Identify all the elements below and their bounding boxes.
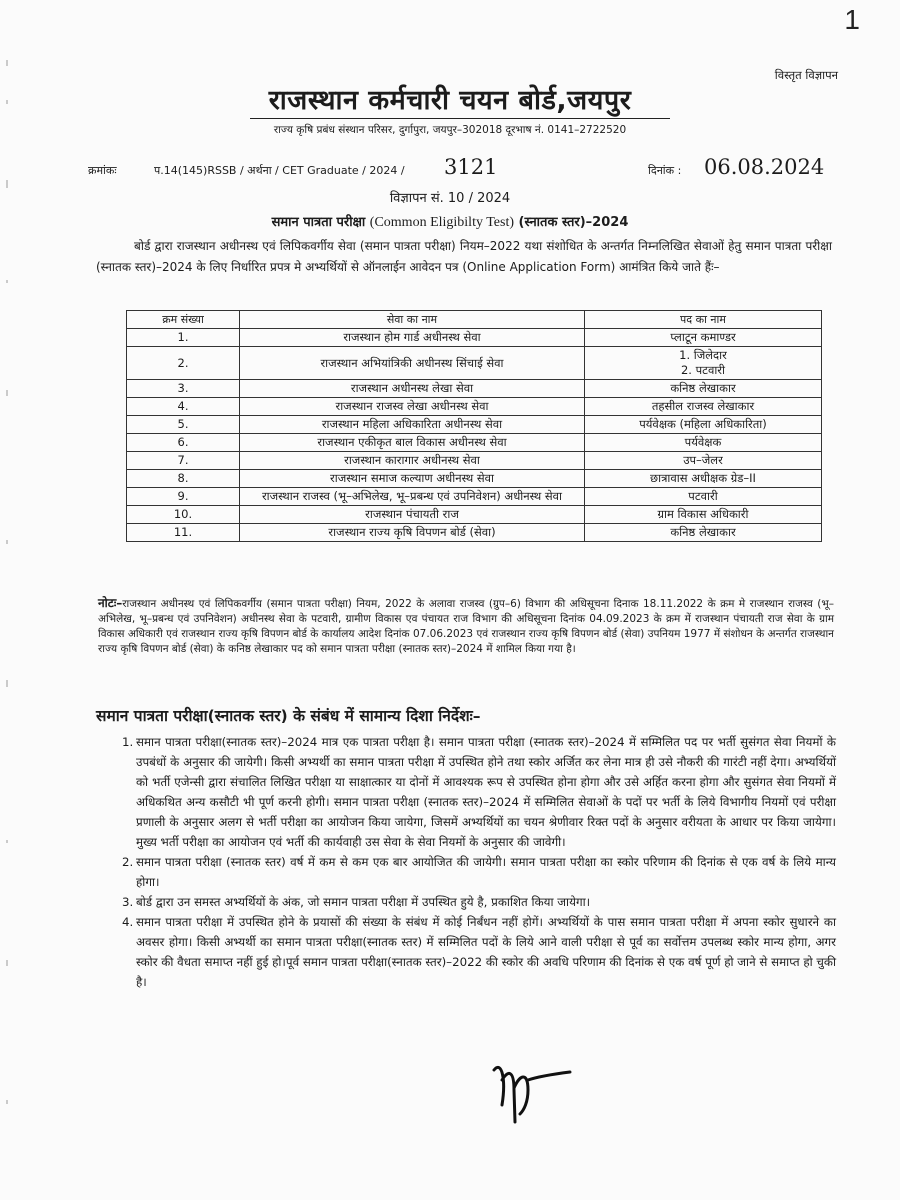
table-row: [127, 398, 822, 416]
cell-service: राजस्थान एकीकृत बाल विकास अधीनस्थ सेवा: [240, 434, 585, 452]
table-row: [127, 452, 822, 470]
table-row: [127, 434, 822, 452]
guidelines-heading: समान पात्रता परीक्षा(स्नातक स्तर) के संबंध में सामान्य दिशा निर्देशः–: [96, 707, 481, 725]
advertisement-number: विज्ञापन सं. 10 / 2024: [389, 191, 511, 206]
board-title: राजस्थान कर्मचारी चयन बोर्ड,जयपुर: [268, 85, 632, 116]
guideline-item: [122, 852, 836, 892]
cell-serial: 7.: [127, 452, 240, 470]
guideline-text: समान पात्रता परीक्षा(स्नातक स्तर)–2024 मात्र एक पात्रता परीक्षा है। समान पात्रता परीक्षा (स्नातक स्तर)–2024 में सम्मिलित पद पर भर्ती सुसंगत सेवा नियमों के उपबंधों के अनुसार की जायेगी। किसी अभ्यर्थी का समान पात्रता परीक्षा में उपस्थित होने तथा स्कोर अर्जित कर लेना मात्र ही उसे नौकरी की गारंटी नहीं देगा। अभ्यर्थियों को भर्ती एजेन्सी द्वारा संचालित लिखित परीक्षा या साक्षात्कार या दोनों में आवश्यक रूप से उपस्थित होना होगा और उसे अर्हित करना होगा और सुसंगत सेवा नियमों में अधिकथित अन्य कसौटी भी पूर्ण करनी होगी। समान पात्रता परीक्षा (स्नातक स्तर)–2024 में सम्मिलित सेवाओं के पदों पर भर्ती के लिये विभागीय नियमों एवं परीक्षा प्रणाली के अनुसार अलग से भर्ती परीक्षा का आयोजन किया जायेगा, जिसमें अभ्यर्थियों का चयन श्रेणीवार रिक्त पदों के अनुसार वरीयता के आधार पर किया जायेगा। मुख्य भर्ती परीक्षा का आयोजन एवं भर्ती की कार्यवाही उस सेवा के सेवा नियमों के अनुसार की जावेगी।: [136, 735, 836, 849]
note-text: राजस्थान अधीनस्थ एवं लिपिकवर्गीय (समान पात्रता परीक्षा) नियम, 2022 के अलावा राजस्व (ग्रुप–6) विभाग की अधिसूचना दिनाक 18.11.2022 के क्रम मे राजस्थान राजस्व (भू–अभिलेख, भू–प्रबन्ध एवं उपनिवेशन) अधीनस्थ सेवा के पटवारी, ग्रामीण विकास एव पंचायत राज विभाग की अधिसूचना दिनांक 04.09.2023 के क्रम में राजस्थान पंचायती राज सेवा के ग्राम विकास अधिकारी एवं राजस्थान राज्य कृषि विपणन बोर्ड के कार्यालय आदेश दिनांक 07.06.2023 एवं राजस्थान राज्य कृषि विपणन बोर्ड (सेवा) उपनियम 1977 में संशोधन के अन्तर्गत राजस्थान राज्य कृषि विपणन बोर्ड (सेवा) के कनिष्ठ लेखाकार पद को समान पात्रता परीक्षा (स्नातक स्तर)–2024 में शामिल किया गया है।: [98, 598, 834, 655]
table-row: [127, 470, 822, 488]
cell-serial: 5.: [127, 416, 240, 434]
cell-service: राजस्थान होम गार्ड अधीनस्थ सेवा: [240, 329, 585, 347]
title-underline: [250, 118, 670, 119]
table-header-row: [127, 311, 822, 329]
guideline-item: [122, 732, 836, 852]
cell-post: पर्यवेक्षक: [585, 434, 822, 452]
cell-service: राजस्थान राजस्व लेखा अधीनस्थ सेवा: [240, 398, 585, 416]
signature-mark: [484, 1050, 574, 1130]
exam-heading-english: (Common Eligibilty Test): [369, 215, 515, 230]
cell-post: उप–जेलर: [585, 452, 822, 470]
cell-serial: 9.: [127, 488, 240, 506]
table-row: [127, 524, 822, 542]
table-row: [127, 380, 822, 398]
cell-serial: 1.: [127, 329, 240, 347]
table-row: [127, 416, 822, 434]
cell-post: प्लाटून कमाण्डर: [585, 329, 822, 347]
cell-service: राजस्थान कारागार अधीनस्थ सेवा: [240, 452, 585, 470]
advertisement-type: विस्तृत विज्ञापन: [774, 68, 838, 82]
table-row: [127, 347, 822, 380]
cell-service: राजस्थान समाज कल्याण अधीनस्थ सेवा: [240, 470, 585, 488]
cell-service: राजस्थान अधीनस्थ लेखा सेवा: [240, 380, 585, 398]
reference-label: क्रमांकः: [88, 164, 117, 177]
date-value: 06.08.2024: [704, 155, 825, 179]
guideline-number: 2.: [122, 855, 134, 869]
cell-post: कनिष्ठ लेखाकार: [585, 380, 822, 398]
cell-post: पटवारी: [585, 488, 822, 506]
guideline-text: बोर्ड द्वारा उन समस्त अभ्यर्थियों के अंक, जो समान पात्रता परीक्षा में उपस्थित हुये है, प्रकाशित किया जायेगा।: [136, 895, 591, 909]
cell-post: छात्रावास अधीक्षक ग्रेड–II: [585, 470, 822, 488]
cell-serial: 11.: [127, 524, 240, 542]
header-service: सेवा का नाम: [240, 311, 585, 329]
reference-handwritten-number: 3121: [444, 155, 498, 179]
cell-post: 1. जिलेदार 2. पटवारी: [585, 347, 822, 380]
header-post: पद का नाम: [585, 311, 822, 329]
cell-post: ग्राम विकास अधिकारी: [585, 506, 822, 524]
cell-post: तहसील राजस्व लेखाकार: [585, 398, 822, 416]
date-label: दिनांक :: [648, 164, 682, 177]
cell-service: राजस्थान अभियांत्रिकी अधीनस्थ सिंचाई सेवा: [240, 347, 585, 380]
cell-service: राजस्थान राजस्व (भू–अभिलेख, भू–प्रबन्ध एवं उपनिवेशन) अधीनस्थ सेवा: [240, 488, 585, 506]
note-label: नोटः–: [98, 596, 123, 610]
services-table: [126, 310, 822, 542]
reference-row: [88, 157, 830, 187]
table-row: [127, 488, 822, 506]
cell-serial: 2.: [127, 347, 240, 380]
header-serial: क्रम संख्या: [127, 311, 240, 329]
guideline-number: 4.: [122, 915, 134, 929]
cell-service: राजस्थान राज्य कृषि विपणन बोर्ड (सेवा): [240, 524, 585, 542]
guideline-item: [122, 912, 836, 992]
cell-post: कनिष्ठ लेखाकार: [585, 524, 822, 542]
table-row: [127, 506, 822, 524]
exam-heading-level: (स्नातक स्तर)–2024: [518, 215, 629, 230]
cell-serial: 8.: [127, 470, 240, 488]
guidelines-list: [122, 732, 836, 992]
board-address: राज्य कृषि प्रबंध संस्थान परिसर, दुर्गापुरा, जयपुर–302018 दूरभाष नं. 0141–2722520: [273, 124, 627, 136]
exam-heading-hindi: समान पात्रता परीक्षा: [271, 215, 366, 230]
guideline-text: समान पात्रता परीक्षा (स्नातक स्तर) वर्ष में कम से कम एक बार आयोजित की जायेगी। समान पात्रता परीक्षा का स्कोर परिणाम की दिनांक से एक वर्ष के लिये मान्य होगा।: [136, 855, 837, 889]
table-row: [127, 329, 822, 347]
cell-service: राजस्थान महिला अधिकारिता अधीनस्थ सेवा: [240, 416, 585, 434]
exam-heading: [0, 212, 900, 231]
intro-paragraph: बोर्ड द्वारा राजस्थान अधीनस्थ एवं लिपिकवर्गीय सेवा (समान पात्रता परीक्षा) नियम–2022 यथा संशोधित के अन्तर्गत निम्नलिखित सेवाओं हेतु समान पात्रता परीक्षा (स्नातक स्तर)–2024 के लिए निर्धारित प्रपत्र मे अभ्यर्थियों से ऑनलाईन आवेदन पत्र (Online Application Form) आमंत्रित किये जाते हैंः–: [96, 239, 832, 274]
cell-serial: 4.: [127, 398, 240, 416]
cell-serial: 3.: [127, 380, 240, 398]
guideline-number: 1.: [122, 735, 134, 749]
cell-post: पर्यवेक्षक (महिला अधिकारिता): [585, 416, 822, 434]
cell-serial: 10.: [127, 506, 240, 524]
note-section: [98, 596, 834, 657]
reference-number: प.14(145)RSSB / अर्थना / CET Graduate / 2024 /: [154, 164, 405, 177]
guideline-text: समान पात्रता परीक्षा में उपस्थित होने के प्रयासों की संख्या के संबंध में कोई निर्बंधन नहीं होगें। अभ्यर्थियों के पास समान पात्रता परीक्षा में अपना स्कोर सुधारने का अवसर होगा। किसी अभ्यर्थी का समान पात्रता परीक्षा(स्नातक स्तर) में सम्मिलित पदों के लिये आने वाली परीक्षा से पूर्व का सर्वोत्तम उपलब्ध स्कोर मान्य होगा, अगर स्कोर की वैधता समाप्त नहीं हुई हो।पूर्व समान पात्रता परीक्षा(स्नातक स्तर)–2022 की स्कोर की अवधि परिणाम की दिनांक से एक वर्ष पूर्ण हो जाने से समाप्त हो चुकी है।: [136, 915, 836, 989]
page-number: 1: [844, 4, 860, 35]
guideline-number: 3.: [122, 895, 134, 909]
guideline-item: [122, 892, 836, 912]
cell-serial: 6.: [127, 434, 240, 452]
cell-service: राजस्थान पंचायती राज: [240, 506, 585, 524]
